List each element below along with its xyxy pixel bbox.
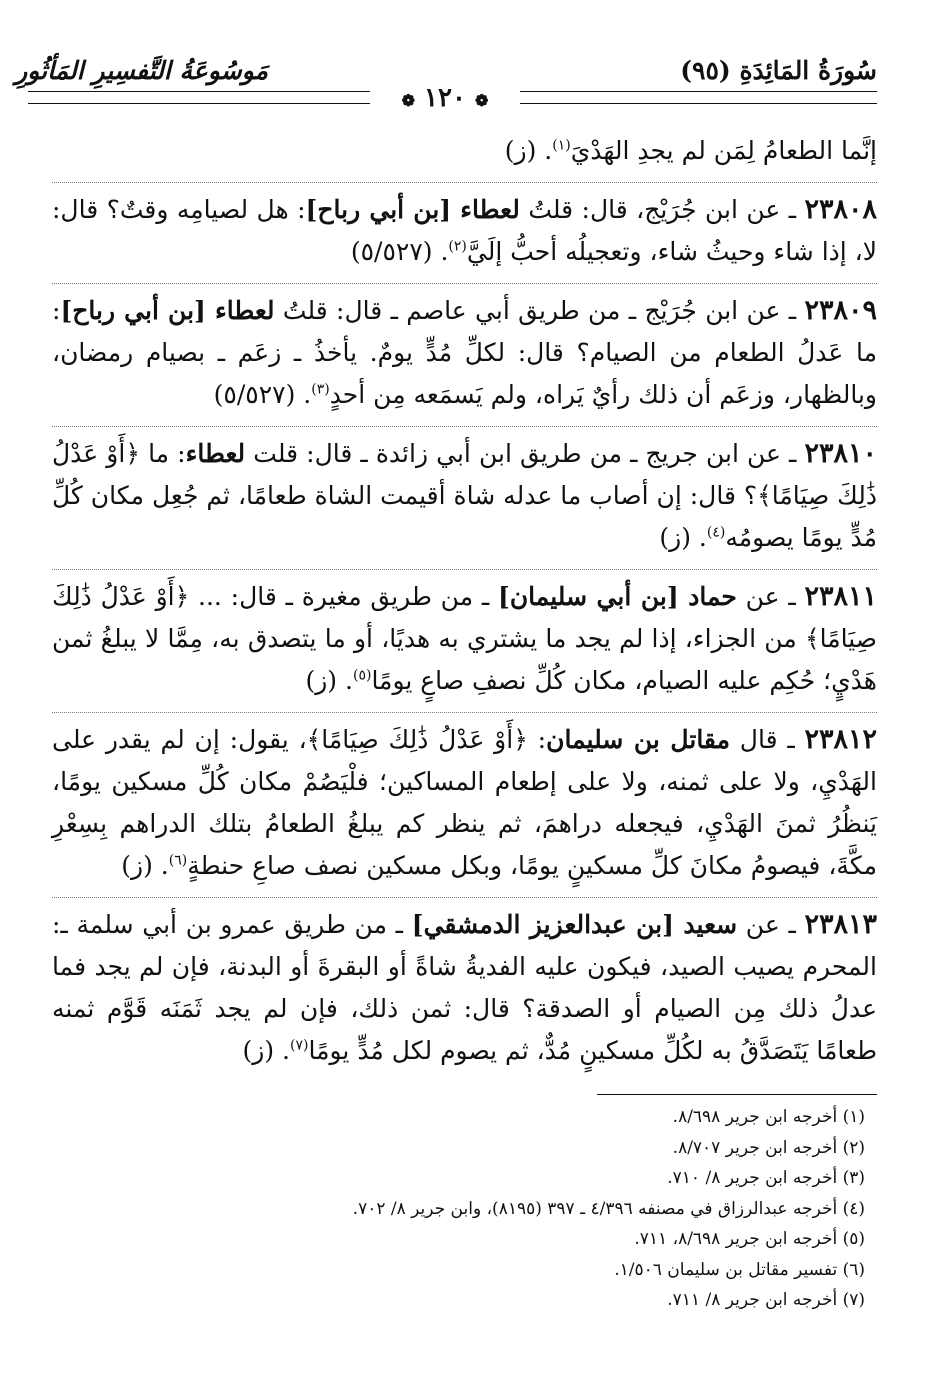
narration-text: إنَّما الطعامُ لِمَن لم يجدِ الهَدْيَ xyxy=(570,136,877,165)
narration-number: ٢٣٨٠٨ xyxy=(804,194,878,225)
footnote-ref: (٣) xyxy=(311,381,330,398)
narration-text: ـ عن ابن جُرَيْج ـ من طريق أبي عاصم ـ قال: قلتُ xyxy=(274,296,805,325)
narration-text: : ما ﴿أَوْ عَدْلُ ذَٰلِكَ صِيَامًا﴾؟ قال: إن أصاب ما عدله شاة أقيمت الشاة طعامًا، ثم جُعِل مكان كُلِّ مُدٍّ يومًا يصومُه xyxy=(52,439,877,552)
footnote-ref: (١) xyxy=(552,137,571,154)
narration-text: . (٥/٥٢٧) xyxy=(350,237,449,266)
footnote-ref: (٢) xyxy=(448,238,467,255)
narration-text: ـ عن xyxy=(736,582,805,611)
footnotes-section xyxy=(52,1102,865,1316)
footnote-ref: (٧) xyxy=(290,1037,309,1054)
narration-text: : ﴿أَوْ عَدْلُ ذَٰلِكَ صِيَامًا﴾، يقول: إن لم يقدر على الهَدْيِ، ولا على ثمنه، ولا على إطعام المساكين؛ فلْيَصُمْ مكان كُلِّ مسكين يومًا، يَنظُرُ ثمنَ الهَدْيِ، فيجعله دراهمَ، ثم ينظر كم يبلغُ الطعامُ بتلك الدراهم بِسِعْرِ مكَّةَ، فيصومُ مكانَ كلِّ مسكينٍ يومًا، وبكل مسكين نصف صاعِ حنطةٍ xyxy=(52,725,877,880)
narration-text: ـ قال xyxy=(729,725,805,754)
narrator-name: مقاتل بن سليمان xyxy=(546,725,730,754)
narrator-name: حماد [بن أبي سليمان] xyxy=(497,582,737,611)
book-title-header: مَوسُوعَةُ التَّفسِيرِ المَأثُورِ xyxy=(15,56,268,85)
narration-entry xyxy=(52,130,877,183)
narration-text: . (ز) xyxy=(121,851,169,880)
footnote-ref: (٦) xyxy=(168,852,188,869)
narration-entry xyxy=(52,427,877,570)
narrator-name: لعطاء [بن أبي رباح] xyxy=(305,195,520,224)
narrator-name: لعطاء xyxy=(185,439,246,468)
narration-text: ـ عن xyxy=(737,910,805,939)
narration-text: . (٥/٥٢٧) xyxy=(213,380,312,409)
narration-number: ٢٣٨١٠ xyxy=(804,438,877,469)
narration-text: : ما عَدلُ الطعام من الصيام؟ قال: لكلِّ مُدٍّ يومٌ. يأخذُ ـ زعَم ـ بصيام رمضان، وبالظهار، وزعَم أن ذلك رأيٌ يَراه، ولم يَسمَعه مِن أحدٍ xyxy=(52,296,877,409)
footnote-item: (٢) أخرجه ابن جرير ٨/٧٠٧. xyxy=(672,1137,865,1158)
narrations-body xyxy=(52,130,877,1082)
narration-entry xyxy=(52,713,877,898)
narration-entry xyxy=(52,570,877,713)
page-number xyxy=(370,83,520,113)
narration-number: ٢٣٨١٢ xyxy=(804,724,878,755)
footnote-item: (٣) أخرجه ابن جرير ٨/ ٧١٠. xyxy=(667,1168,865,1188)
narration-text: . (ز) xyxy=(504,136,553,165)
footnote-item: (٥) أخرجه ابن جرير ٨/٦٩٨، ٧١١. xyxy=(634,1229,865,1249)
footnote-item: (٤) أخرجه عبدالرزاق في مصنفه ٤/٣٩٦ ـ ٣٩٧ (٨١٩٥)، وابن جرير ٨/ ٧٠٢. xyxy=(352,1198,865,1219)
footnote-ref: (٥) xyxy=(352,667,372,684)
footnote-item: (٦) تفسير مقاتل بن سليمان ١/٥٠٦. xyxy=(614,1259,865,1280)
narration-text: ـ عن ابن جريج ـ من طريق ابن أبي زائدة ـ قال: قلت xyxy=(245,439,805,468)
footnote-item: (١) أخرجه ابن جرير ٨/٦٩٨. xyxy=(672,1107,865,1127)
narration-text: ـ عن ابن جُرَيْج، قال: قلتُ xyxy=(519,195,805,224)
ornament-icon: ❁ xyxy=(401,91,415,110)
surah-header: سُورَةُ المَائِدَةِ (٩٥) xyxy=(680,56,877,85)
page-number-text: ١٢٠ xyxy=(424,83,466,113)
narration-number: ٢٣٨١٣ xyxy=(804,909,877,940)
ornament-icon: ❁ xyxy=(475,91,489,110)
narration-entry xyxy=(52,898,877,1082)
narration-number: ٢٣٨١١ xyxy=(804,581,877,612)
narration-text: ـ من طريق عمرو بن أبي سلمة ـ: المحرم يصيب الصيد، فيكون عليه الفديةُ شاةً أو البقرةَ أو البدنة، فإن لم يجد فما عدلُ ذلك مِن الصيام أو الصدقة؟ قال: ثمن ذلك، فإن لم يجد ثَمَنَه قَوَّم ثمنه طعامًا يَتَصَدَّقُ به لكُلِّ مسكينٍ مُدٌّ، ثم يصوم لكل مُدٍّ يومًا xyxy=(52,910,877,1065)
narration-entry xyxy=(52,284,877,427)
narration-text: . (ز) xyxy=(659,523,707,552)
footnote-ref: (٤) xyxy=(706,524,726,541)
narrator-name: لعطاء [بن أبي رباح] xyxy=(60,296,275,325)
narration-text: . (ز) xyxy=(305,666,353,695)
footnote-item: (٧) أخرجه ابن جرير ٨/ ٧١١. xyxy=(667,1290,865,1310)
narration-text: : هل لصيامِه وقتٌ؟ قال: لا، إذا شاء وحيثُ شاء، وتعجيلُه أحبُّ إلَيَّ xyxy=(52,195,877,266)
narration-entry xyxy=(52,183,877,284)
narration-text: . (ز) xyxy=(242,1036,291,1065)
narration-number: ٢٣٨٠٩ xyxy=(804,295,878,326)
footnote-separator xyxy=(597,1094,877,1095)
narrator-name: سعيد [بن عبدالعزيز الدمشقي] xyxy=(411,910,738,939)
narration-text: ـ من طريق مغيرة ـ قال: ... ﴿أَوْ عَدْلُ ذَٰلِكَ صِيَامًا﴾ من الجزاء، إذا لم يجد ما يشتري به هديًا، أو ما يتصدق به، مِمَّا لا يبلغُ ثمن هَدْيٍ؛ حُكِم عليه الصيام، مكان كُلِّ نصفِ صاعٍ يومًا xyxy=(52,582,877,695)
